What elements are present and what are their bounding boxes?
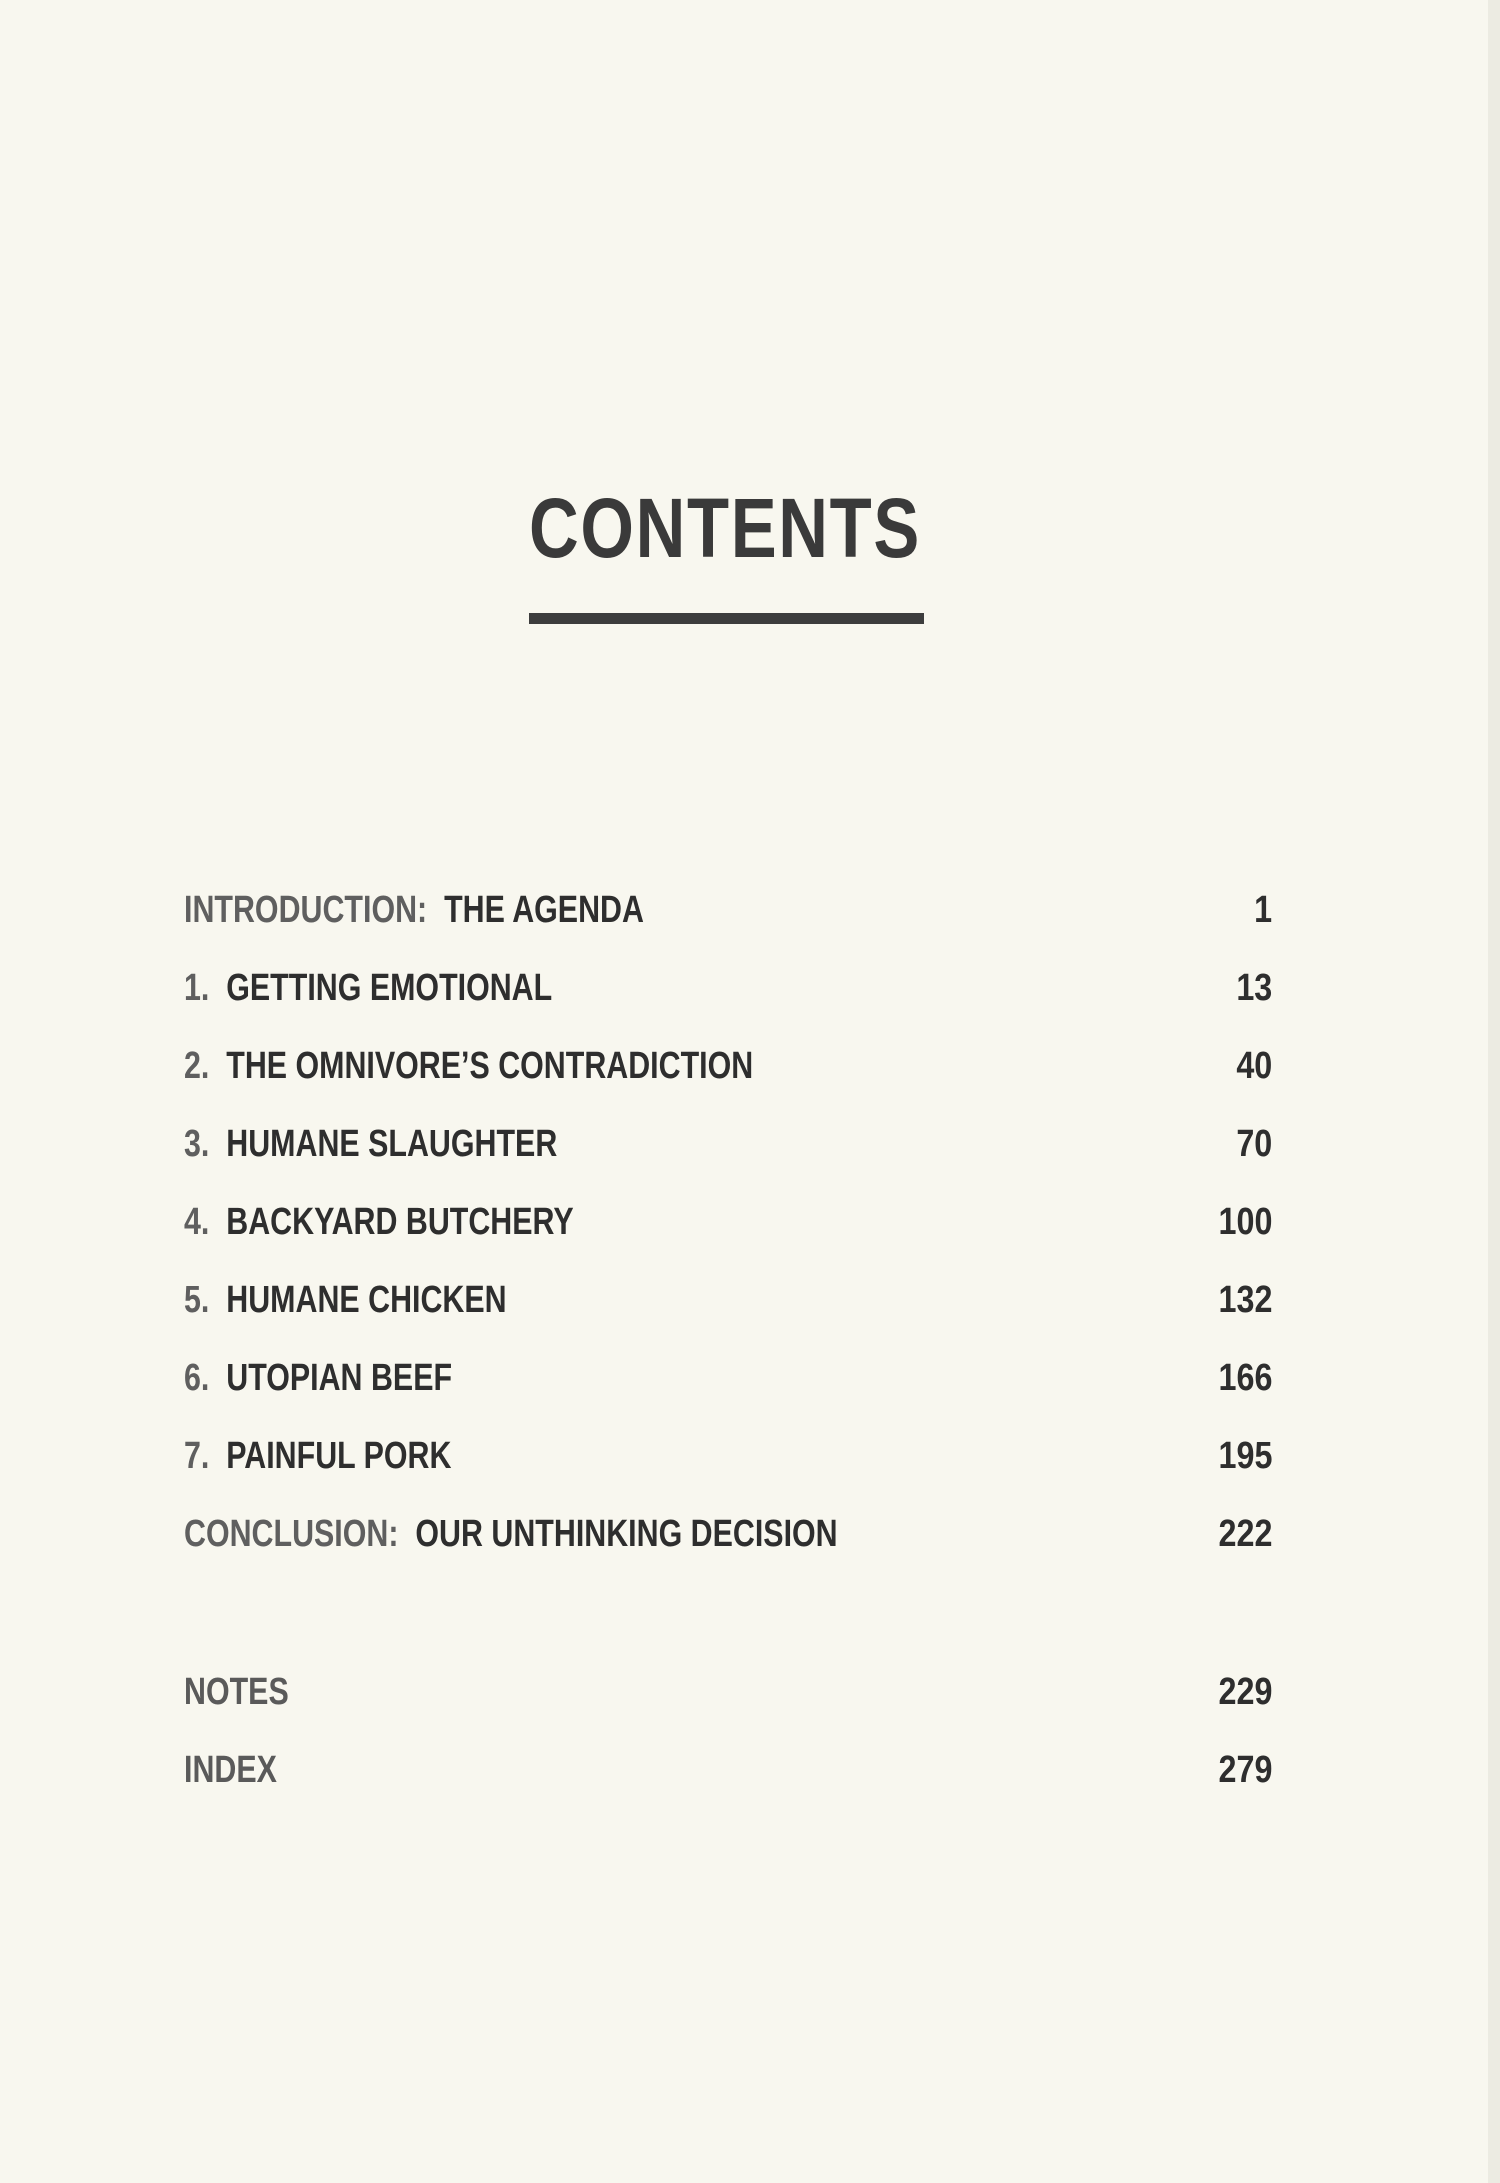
toc-entry-lead: 2. bbox=[184, 1045, 210, 1087]
toc-entry-label bbox=[184, 1431, 451, 1481]
toc-entry-page: 222 bbox=[1218, 1513, 1272, 1555]
toc-entry-chapter-5 bbox=[184, 1275, 1272, 1353]
toc-entry-chapter-7 bbox=[184, 1431, 1272, 1509]
toc-entry-title: GETTING EMOTIONAL bbox=[226, 967, 553, 1009]
toc-entry-lead: 4. bbox=[184, 1201, 210, 1243]
toc-entry-title: THE OMNIVORE’S CONTRADICTION bbox=[226, 1045, 754, 1087]
toc-entry-lead: 1. bbox=[184, 967, 210, 1009]
toc-entry-title: UTOPIAN BEEF bbox=[226, 1357, 453, 1399]
toc-entry-page: 1 bbox=[1254, 889, 1272, 931]
toc-entry-label bbox=[184, 963, 552, 1013]
toc-entry-title: OUR UNTHINKING DECISION bbox=[415, 1513, 838, 1555]
toc-entry-chapter-1 bbox=[184, 963, 1272, 1041]
toc-entry-page: 229 bbox=[1218, 1671, 1272, 1713]
toc-entry-title: PAINFUL PORK bbox=[226, 1435, 452, 1477]
toc-entry-page: 70 bbox=[1236, 1123, 1272, 1165]
toc-spacer bbox=[184, 1587, 1272, 1667]
toc-entry-index bbox=[184, 1745, 1272, 1823]
toc-entry-label bbox=[184, 1119, 557, 1169]
page-edge bbox=[1488, 0, 1500, 2183]
toc-entry-notes bbox=[184, 1667, 1272, 1745]
toc-entry-page: 13 bbox=[1236, 967, 1272, 1009]
toc-entry-title: THE AGENDA bbox=[444, 889, 644, 931]
contents-title: CONTENTS bbox=[529, 481, 921, 575]
toc-entry-introduction bbox=[184, 885, 1272, 963]
toc-entry-label bbox=[184, 1041, 753, 1091]
toc-entry-lead: 7. bbox=[184, 1435, 210, 1477]
table-of-contents bbox=[184, 885, 1272, 1823]
toc-entry-label bbox=[184, 1353, 452, 1403]
toc-entry-page: 195 bbox=[1218, 1435, 1272, 1477]
toc-entry-title: HUMANE CHICKEN bbox=[226, 1279, 507, 1321]
toc-entry-lead: INTRODUCTION: bbox=[184, 889, 428, 931]
toc-entry-label bbox=[184, 1509, 838, 1559]
toc-entry-chapter-3 bbox=[184, 1119, 1272, 1197]
toc-entry-chapter-2 bbox=[184, 1041, 1272, 1119]
toc-entry-title: HUMANE SLAUGHTER bbox=[226, 1123, 558, 1165]
toc-entry-chapter-4 bbox=[184, 1197, 1272, 1275]
toc-entry-title: INDEX bbox=[184, 1749, 277, 1791]
toc-entry-lead: 3. bbox=[184, 1123, 210, 1165]
toc-entry-lead: 5. bbox=[184, 1279, 210, 1321]
toc-entry-title: NOTES bbox=[184, 1671, 289, 1713]
toc-entry-label bbox=[184, 1275, 507, 1325]
toc-entry-page: 279 bbox=[1218, 1749, 1272, 1791]
toc-entry-conclusion bbox=[184, 1509, 1272, 1587]
toc-entry-page: 100 bbox=[1218, 1201, 1272, 1243]
toc-entry-label bbox=[184, 885, 644, 935]
toc-entry-lead: 6. bbox=[184, 1357, 210, 1399]
toc-entry-chapter-6 bbox=[184, 1353, 1272, 1431]
toc-entry-page: 132 bbox=[1218, 1279, 1272, 1321]
toc-entry-label bbox=[184, 1197, 574, 1247]
toc-entry-lead: CONCLUSION: bbox=[184, 1513, 399, 1555]
toc-entry-title: BACKYARD BUTCHERY bbox=[226, 1201, 574, 1243]
toc-entry-page: 40 bbox=[1236, 1045, 1272, 1087]
title-underline bbox=[529, 613, 924, 624]
toc-entry-page: 166 bbox=[1218, 1357, 1272, 1399]
